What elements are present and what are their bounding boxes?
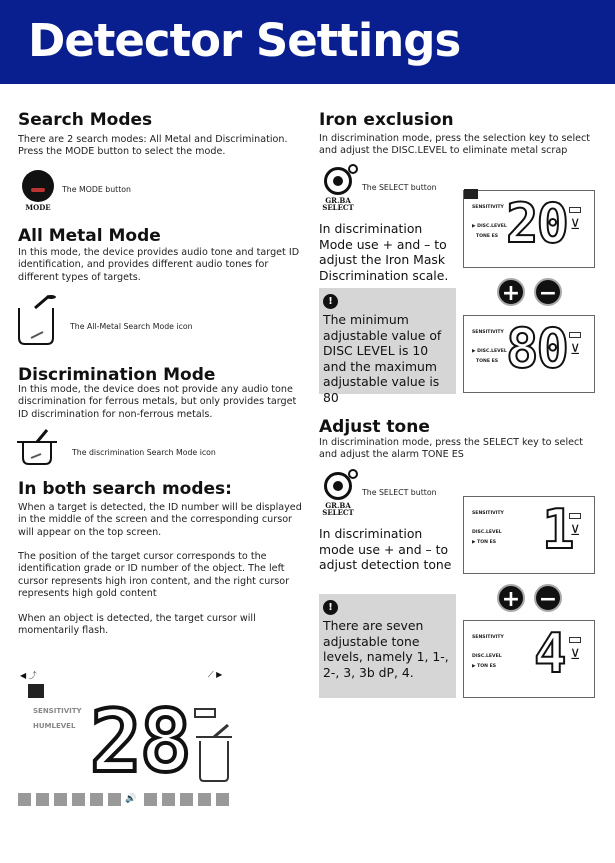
discrimination-body: In this mode, the device does not provide any audio tone discrimination for ferrous metals, but only provides target ID discrimination for non-ferrous metals. [18,384,297,420]
mode-button-icon [22,170,54,202]
tone-note-box [319,594,456,698]
tone-select-gear-icon [324,472,352,500]
both-modes-p3: When an object is detected, the target cursor will momentarily flash. [18,613,256,637]
disc-lcd-20: SENSITIVITY ▶ DISC.LEVEL TONE ES 20 ⊻ [463,190,595,268]
iron-exclusion-instruction: In discrimination Mode use + and – to adjust the Iron Mask Discrimination scale. [319,221,449,283]
tone-select-caption: The SELECT button [362,488,437,497]
both-modes-p1: When a target is detected, the ID number will be displayed in the middle of the screen and the corresponding cursor will appear on the top screen. [18,502,302,538]
tone-note-icon: ! [323,600,338,615]
tone-select-icon-label: GR.BA SELECT [322,501,354,517]
discrimination-mode-icon [15,428,60,466]
note-icon: ! [323,294,338,309]
tone-lcd-4: SENSITIVITY DISC.LEVEL ▶ TON ES 4 ⊻ [463,620,595,698]
adjust-tone-title: Adjust tone [319,417,430,437]
iron-exclusion-body: In discrimination mode, press the selection key to select and adjust the DISC.LEVEL to eliminate metal scrap [319,133,591,157]
tone-lcd-1: SENSITIVITY DISC.LEVEL ▶ TON ES 1 ⊻ [463,496,595,574]
disc-lcd-80: SENSITIVITY ▶ DISC.LEVEL TONE ES 80 ⊻ [463,315,595,393]
select-button-caption: The SELECT button [362,183,437,192]
minus-button[interactable]: − [534,278,562,306]
all-metal-title: All Metal Mode [18,226,161,246]
page-title: Detector Settings [28,14,461,67]
main-lcd-display [18,665,242,811]
search-modes-body: There are 2 search modes: All Metal and Discrimination. Press the MODE button to select the mode. [18,134,288,158]
iron-note-box [319,288,456,405]
discrimination-icon-caption: The discrimination Search Mode icon [72,448,216,457]
all-metal-icon-caption: The All-Metal Search Mode icon [70,322,193,331]
left-cursor-icon: ◀ ⤴ [20,671,37,680]
battery-icon [194,708,216,718]
search-modes-title: Search Modes [18,110,153,130]
iron-exclusion-title: Iron exclusion [319,110,454,130]
all-metal-body: In this mode, the device provides audio tone and target ID identification, and provides different audio tones for different types of targets. [18,247,300,283]
right-cursor-icon: ⟋ ▶ [208,670,223,679]
tone-note-text: There are seven adjustable tone levels, namely 1, 1-, 2-, 3, 3b dP, 4. [323,618,449,680]
sensitivity-label: SENSITIVITY [33,707,82,715]
both-modes-p2: The position of the target cursor corresponds to the identification grade or ID number of the object. The left cursor represents high iron content, and the right cursor represents high gold content [18,551,290,600]
mode-lcd-icon [194,723,234,783]
select-icon-label: GR.BA SELECT [322,196,354,212]
main-lcd-value: 28 [90,692,190,792]
all-metal-mode-icon [15,294,60,346]
title-banner [0,0,615,84]
tone-minus-button[interactable]: − [534,584,562,612]
select-gear-icon [324,167,352,195]
humlevel-label: HUMLEVEL [33,722,76,730]
iron-note-text: The minimum adjustable value of DISC LEVEL is 10 and the maximum adjustable value is 80 [323,312,442,405]
both-modes-title: In both search modes: [18,479,232,499]
speaker-icon: 🔊 [125,794,137,804]
target-cursor [28,684,44,698]
adjust-tone-body: In discrimination mode, press the SELECT key to select and adjust the alarm TONE ES [319,437,584,461]
mode-button-caption: The MODE button [62,185,131,194]
adjust-tone-instruction: In discrimination mode use + and – to adjust detection tone [319,526,452,573]
discrimination-title: Discrimination Mode [18,365,216,385]
tone-plus-button[interactable]: + [497,584,525,612]
mode-icon-text: MODE [25,203,51,212]
plus-button[interactable]: + [497,278,525,306]
